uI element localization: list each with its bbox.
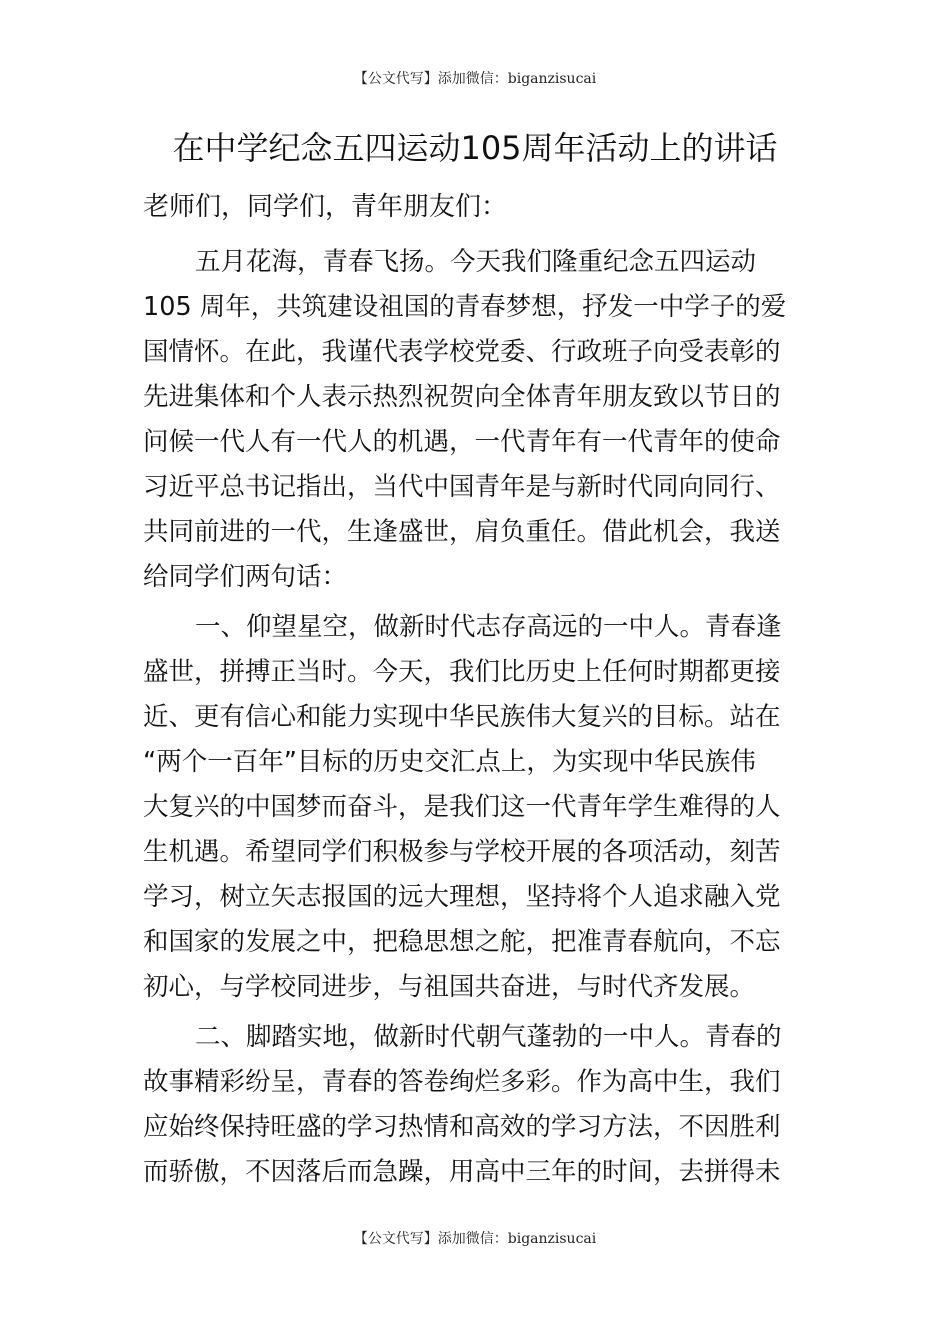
paragraph-line: 一、仰望星空，做新时代志存高远的一中人。青春逢: [195, 612, 782, 642]
paragraph-line: 故事精彩纷呈，青春的答卷绚烂多彩。作为高中生，我们: [143, 1067, 781, 1097]
paragraph-line: 和国家的发展之中，把稳思想之舵，把准青春航向，不忘: [143, 927, 781, 957]
paragraph-line: 问候一代人有一代人的机遇，一代青年有一代青年的使命: [143, 427, 781, 457]
page-header: 【公文代写】添加微信：biganzisucai: [353, 71, 597, 87]
paragraph-line: 习近平总书记指出，当代中国青年是与新时代同向同行、: [143, 472, 781, 502]
paragraph-line: 大复兴的中国梦而奋斗，是我们这一代青年学生难得的人: [143, 792, 781, 822]
paragraph-line: 给同学们两句话：: [143, 562, 348, 592]
paragraph-line: 而骄傲，不因落后而急躁，用高中三年的时间，去拼得未: [143, 1157, 781, 1187]
document-title: 在中学纪念五四运动105周年活动上的讲话: [172, 129, 778, 167]
paragraph-line: 先进集体和个人表示热烈祝贺向全体青年朋友致以节日的: [143, 382, 781, 412]
salutation: 老师们，同学们，青年朋友们：: [143, 192, 508, 222]
page-footer: 【公文代写】添加微信：biganzisucai: [353, 1231, 597, 1247]
paragraph-line: 初心，与学校同进步，与祖国共奋进，与时代齐发展。: [143, 972, 756, 1002]
paragraph-line: 近、更有信心和能力实现中华民族伟大复兴的目标。站在: [143, 702, 781, 732]
paragraph-line: 105 周年，共筑建设祖国的青春梦想，抒发一中学子的爱: [143, 292, 787, 322]
paragraph-line: 学习，树立矢志报国的远大理想，坚持将个人追求融入党: [143, 882, 781, 912]
paragraph-line: 五月花海，青春飞扬。今天我们隆重纪念五四运动: [195, 247, 757, 277]
paragraph-2: [143, 605, 807, 1010]
paragraph-line: “两个一百年”目标的历史交汇点上，为实现中华民族伟: [143, 747, 756, 777]
paragraph-line: 共同前进的一代，生逢盛世，肩负重任。借此机会，我送: [143, 517, 781, 547]
paragraph-3: [143, 1015, 807, 1195]
paragraph-1: [143, 240, 807, 600]
paragraph-line: 二、脚踏实地，做新时代朝气蓬勃的一中人。青春的: [195, 1022, 782, 1052]
paragraph-line: 盛世，拼搏正当时。今天，我们比历史上任何时期都更接: [143, 657, 781, 687]
paragraph-line: 生机遇。希望同学们积极参与学校开展的各项活动，刻苦: [143, 837, 781, 867]
paragraph-line: 国情怀。在此，我谨代表学校党委、行政班子向受表彰的: [143, 337, 781, 367]
paragraph-line: 应始终保持旺盛的学习热情和高效的学习方法，不因胜利: [143, 1112, 781, 1142]
